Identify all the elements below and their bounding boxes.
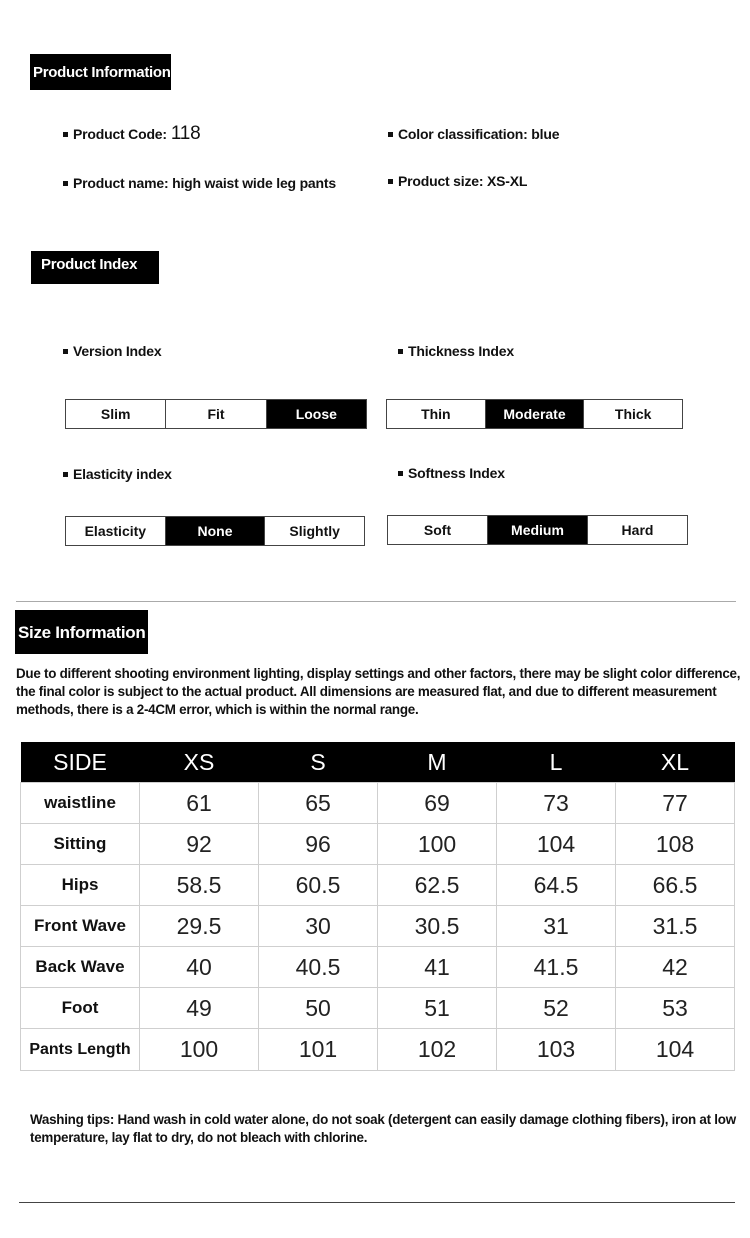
version-index-title xyxy=(63,343,161,359)
table-cell: 62.5 xyxy=(378,865,497,906)
table-cell: 103 xyxy=(497,1029,616,1071)
elasticity-index-title xyxy=(63,466,172,482)
table-cell: 96 xyxy=(259,824,378,865)
bullet-icon xyxy=(63,349,68,354)
table-cell: 53 xyxy=(616,988,735,1029)
header-xs: XS xyxy=(140,742,259,783)
version-option-fit: Fit xyxy=(166,400,266,428)
row-label: Hips xyxy=(21,865,140,906)
thickness-option-moderate: Moderate xyxy=(486,400,585,428)
table-cell: 51 xyxy=(378,988,497,1029)
table-cell: 29.5 xyxy=(140,906,259,947)
table-cell: 64.5 xyxy=(497,865,616,906)
table-cell: 40 xyxy=(140,947,259,988)
color-classification-text: Color classification: blue xyxy=(398,126,560,142)
table-cell: 60.5 xyxy=(259,865,378,906)
bullet-icon xyxy=(63,472,68,477)
product-index-heading: Product Index xyxy=(31,251,159,284)
bullet-icon xyxy=(398,471,403,476)
table-row xyxy=(21,988,735,1029)
table-cell: 104 xyxy=(497,824,616,865)
product-code-value: 118 xyxy=(170,123,201,144)
table-cell: 108 xyxy=(616,824,735,865)
softness-option-soft: Soft xyxy=(388,516,488,544)
elasticity-option-slightly: Slightly xyxy=(289,523,340,539)
table-cell: 65 xyxy=(259,783,378,824)
table-cell: 31.5 xyxy=(616,906,735,947)
table-row xyxy=(21,1029,735,1071)
bullet-icon xyxy=(388,132,393,137)
table-cell: 41.5 xyxy=(497,947,616,988)
table-cell: 102 xyxy=(378,1029,497,1071)
table-cell: 49 xyxy=(140,988,259,1029)
product-name xyxy=(63,175,336,191)
bullet-icon xyxy=(63,132,68,137)
table-cell: 30.5 xyxy=(378,906,497,947)
product-code xyxy=(63,123,201,145)
table-cell: 77 xyxy=(616,783,735,824)
color-classification xyxy=(388,126,559,142)
product-information-heading: Product Information xyxy=(30,54,171,90)
softness-index-scale xyxy=(387,515,688,545)
table-cell: 104 xyxy=(616,1029,735,1071)
table-cell: 101 xyxy=(259,1029,378,1071)
bullet-icon xyxy=(63,181,68,186)
row-label: Sitting xyxy=(21,824,140,865)
table-cell: 66.5 xyxy=(616,865,735,906)
softness-option-medium: Medium xyxy=(488,516,588,544)
thickness-option-thin: Thin xyxy=(387,400,486,428)
elasticity-index-scale xyxy=(65,516,365,546)
row-label: Pants Length xyxy=(21,1029,140,1071)
table-row xyxy=(21,824,735,865)
row-label: waistline xyxy=(21,783,140,824)
row-label: Foot xyxy=(21,988,140,1029)
bullet-icon xyxy=(388,179,393,184)
size-table-header xyxy=(21,742,735,783)
version-option-slim: Slim xyxy=(66,400,166,428)
product-name-text: Product name: high waist wide leg pants xyxy=(73,175,336,191)
thickness-option-thick: Thick xyxy=(614,406,652,422)
table-cell: 92 xyxy=(140,824,259,865)
washing-tips: Washing tips: Hand wash in cold water alone, do not soak (detergent can easily damage clothing fibers), iron at low temperature, lay flat to dry, do not bleach with chlorine. xyxy=(30,1112,736,1145)
table-cell: 30 xyxy=(259,906,378,947)
product-size-text: Product size: XS-XL xyxy=(398,173,528,189)
softness-option-hard: Hard xyxy=(621,522,654,538)
table-cell: 100 xyxy=(140,1029,259,1071)
size-information-heading: Size Information xyxy=(15,610,148,654)
table-cell: 73 xyxy=(497,783,616,824)
bottom-divider xyxy=(19,1202,735,1203)
elasticity-option-elasticity: Elasticity xyxy=(66,517,166,545)
header-s: S xyxy=(259,742,378,783)
size-note: Due to different shooting environment lighting, display settings and other factors, there may be slight color difference, the final color is subject to the actual product. All dimensions are measured flat, and due to different measurement methods, there is a 2-4CM error, which is within the normal range. xyxy=(16,666,741,717)
table-cell: 69 xyxy=(378,783,497,824)
version-index-scale xyxy=(65,399,367,429)
table-row xyxy=(21,906,735,947)
table-row xyxy=(21,783,735,824)
table-cell: 50 xyxy=(259,988,378,1029)
row-label: Back Wave xyxy=(21,947,140,988)
section-divider xyxy=(16,601,736,602)
thickness-index-scale xyxy=(386,399,683,429)
table-cell: 58.5 xyxy=(140,865,259,906)
table-cell: 61 xyxy=(140,783,259,824)
row-label: Front Wave xyxy=(21,906,140,947)
table-cell: 100 xyxy=(378,824,497,865)
table-row xyxy=(21,947,735,988)
softness-index-title xyxy=(398,465,505,481)
version-index-label: Version Index xyxy=(73,343,162,359)
product-code-label: Product Code: xyxy=(73,126,167,142)
thickness-index-title xyxy=(398,343,514,359)
table-cell: 52 xyxy=(497,988,616,1029)
size-table xyxy=(20,742,735,1071)
elasticity-index-label: Elasticity index xyxy=(73,466,172,482)
table-cell: 31 xyxy=(497,906,616,947)
header-side: SIDE xyxy=(21,742,140,783)
header-l: L xyxy=(497,742,616,783)
thickness-index-label: Thickness Index xyxy=(408,343,514,359)
bullet-icon xyxy=(398,349,403,354)
table-cell: 40.5 xyxy=(259,947,378,988)
version-option-loose: Loose xyxy=(267,400,366,428)
elasticity-option-none: None xyxy=(166,517,266,545)
table-row xyxy=(21,865,735,906)
header-xl: XL xyxy=(616,742,735,783)
table-cell: 42 xyxy=(616,947,735,988)
product-size xyxy=(388,173,527,189)
header-m: M xyxy=(378,742,497,783)
table-cell: 41 xyxy=(378,947,497,988)
softness-index-label: Softness Index xyxy=(408,465,505,481)
